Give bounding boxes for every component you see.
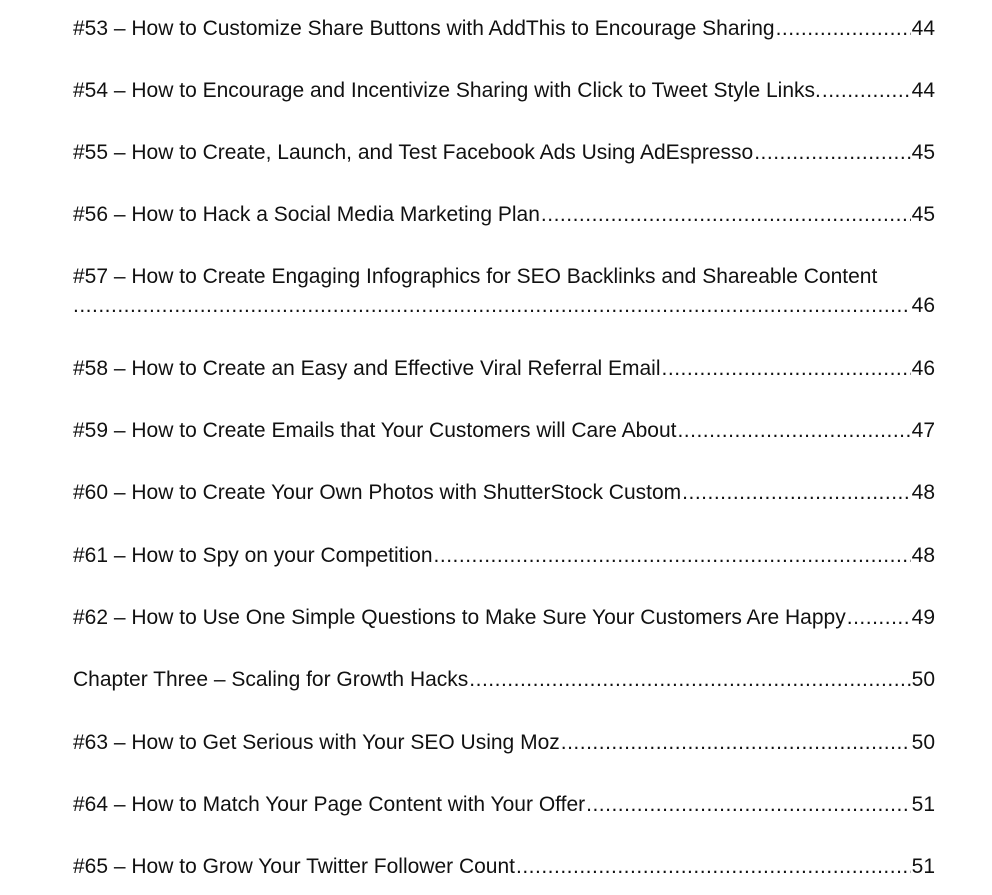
toc-entry[interactable] bbox=[73, 416, 935, 445]
toc-entry[interactable] bbox=[73, 541, 935, 570]
dot-leader bbox=[847, 603, 911, 632]
dot-leader bbox=[662, 354, 911, 383]
toc-entry-title: #57 – How to Create Engaging Infographics for SEO Backlinks and Shareable Content bbox=[73, 265, 878, 288]
toc-entry[interactable] bbox=[73, 603, 935, 632]
toc-entry-page: 46 bbox=[911, 357, 935, 380]
toc-entry-page: 48 bbox=[911, 544, 935, 567]
toc-entry[interactable] bbox=[73, 76, 935, 105]
dot-leader bbox=[561, 728, 911, 757]
toc-entry[interactable] bbox=[73, 354, 935, 383]
toc-entry-page: 51 bbox=[911, 793, 935, 816]
toc-entry-page: 44 bbox=[911, 79, 935, 102]
dot-leader bbox=[822, 76, 911, 105]
toc-entry-title: #58 – How to Create an Easy and Effective Viral Referral Email bbox=[73, 357, 661, 380]
toc-entry[interactable] bbox=[73, 14, 935, 43]
toc-entry-page: 44 bbox=[911, 17, 935, 40]
toc-entry-page: 45 bbox=[911, 141, 935, 164]
toc-entry-title: #54 – How to Encourage and Incentivize Sharing with Click to Tweet Style Links. bbox=[73, 79, 821, 102]
toc-entry-title: #53 – How to Customize Share Buttons with AddThis to Encourage Sharing bbox=[73, 17, 775, 40]
toc-entry-page: 45 bbox=[911, 203, 935, 226]
dot-leader bbox=[677, 416, 910, 445]
toc-entry-title: #63 – How to Get Serious with Your SEO Using Moz bbox=[73, 731, 560, 754]
toc-chapter-entry[interactable] bbox=[73, 665, 935, 694]
dot-leader bbox=[434, 541, 911, 570]
dot-leader bbox=[754, 138, 910, 167]
toc-entry-title: #56 – How to Hack a Social Media Marketing Plan bbox=[73, 203, 540, 226]
toc-entry-title: #65 – How to Grow Your Twitter Follower Count bbox=[73, 855, 515, 878]
toc-entry[interactable] bbox=[73, 262, 935, 320]
toc-entry-title: #55 – How to Create, Launch, and Test Facebook Ads Using AdEspresso bbox=[73, 141, 754, 164]
dot-leader bbox=[776, 14, 911, 43]
dot-leader bbox=[541, 200, 911, 229]
toc-entry-page: 50 bbox=[911, 668, 935, 691]
toc-chapter-title: Chapter Three – Scaling for Growth Hacks bbox=[73, 668, 469, 691]
toc-entry-title: #59 – How to Create Emails that Your Customers will Care About bbox=[73, 419, 677, 442]
toc-entry-page: 48 bbox=[911, 481, 935, 504]
toc-entry-page: 50 bbox=[911, 731, 935, 754]
toc-entry-title: #62 – How to Use One Simple Questions to Make Sure Your Customers Are Happy bbox=[73, 606, 846, 629]
toc-entry-page: 46 bbox=[911, 294, 935, 317]
toc-entry-page: 49 bbox=[911, 606, 935, 629]
dot-leader bbox=[586, 790, 911, 819]
toc-entry-title: #64 – How to Match Your Page Content with Your Offer bbox=[73, 793, 586, 816]
dot-leader bbox=[469, 665, 910, 694]
dot-leader bbox=[682, 478, 910, 507]
toc-entry[interactable] bbox=[73, 478, 935, 507]
dot-leader bbox=[516, 852, 911, 881]
dot-leader bbox=[73, 291, 911, 320]
toc-entry[interactable] bbox=[73, 138, 935, 167]
toc-entry[interactable] bbox=[73, 728, 935, 757]
toc-entry-title: #60 – How to Create Your Own Photos with ShutterStock Custom bbox=[73, 481, 682, 504]
toc-entry[interactable] bbox=[73, 790, 935, 819]
toc-entry-page: 47 bbox=[911, 419, 935, 442]
toc-entry-title: #61 – How to Spy on your Competition bbox=[73, 544, 433, 567]
toc-entry[interactable] bbox=[73, 852, 935, 881]
toc-entry-page: 51 bbox=[911, 855, 935, 878]
toc-entry[interactable] bbox=[73, 200, 935, 229]
